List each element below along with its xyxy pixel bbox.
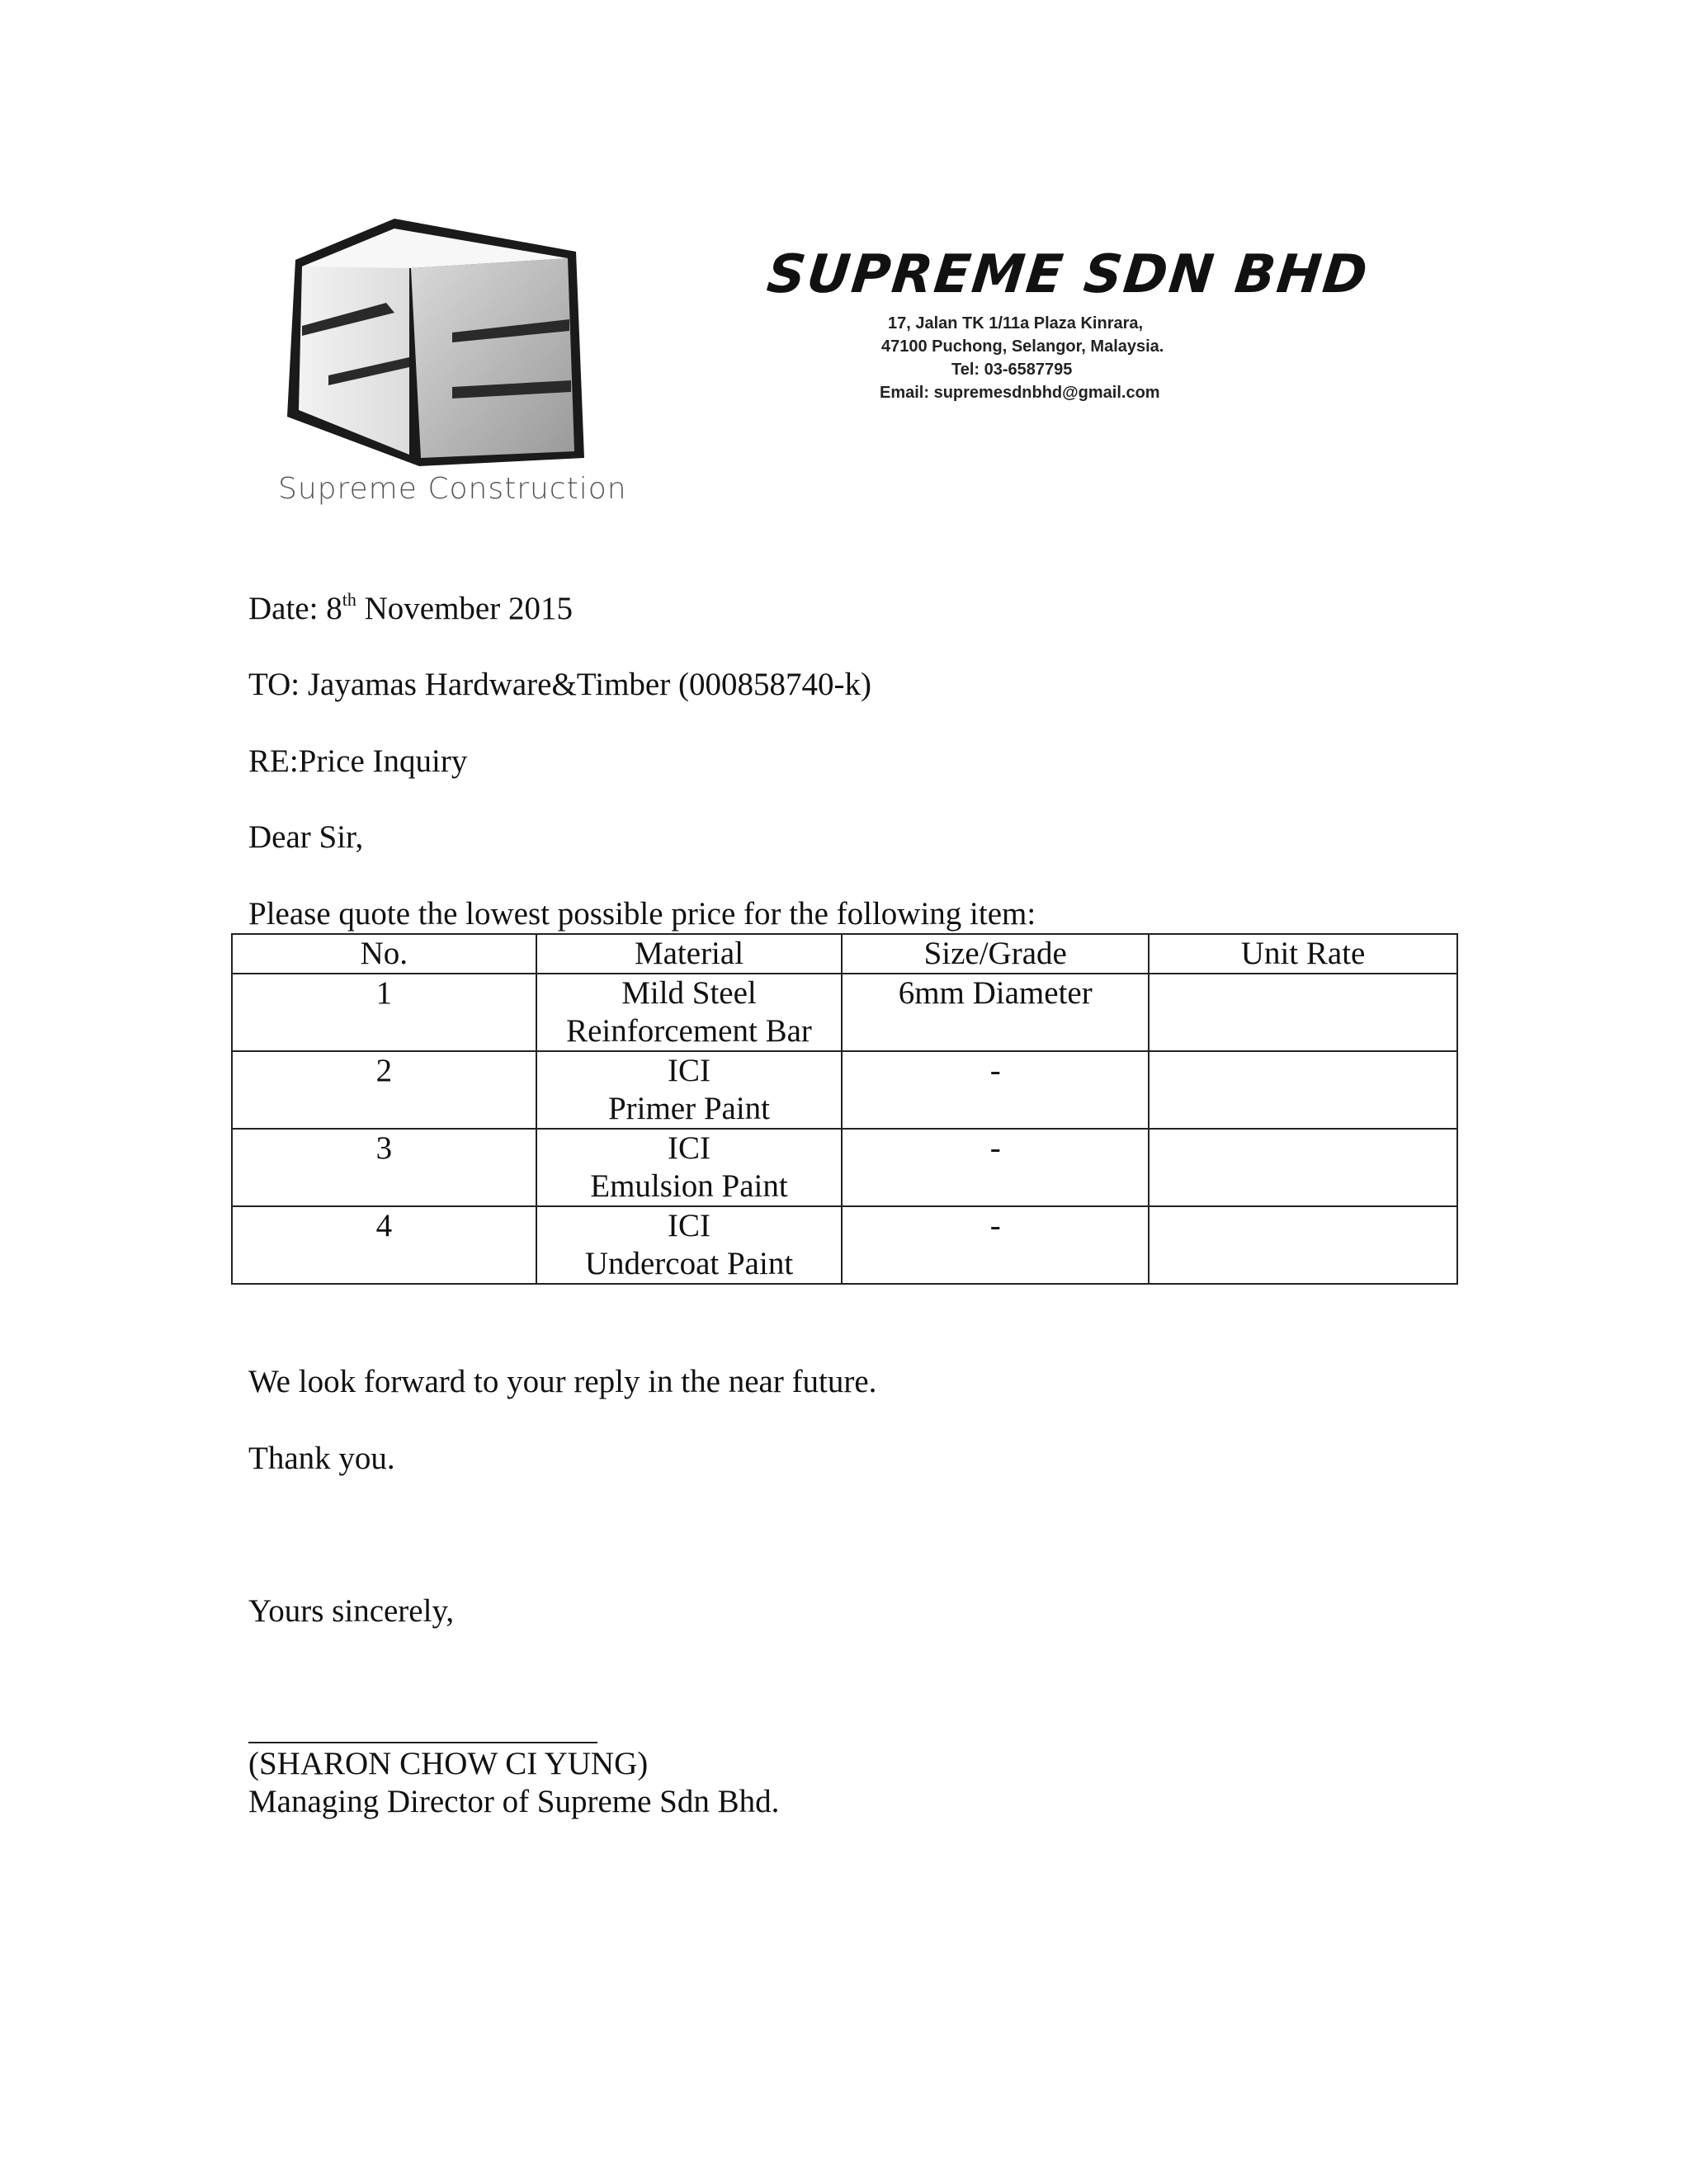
material-line-1: ICI bbox=[667, 1208, 710, 1243]
address-line-1: 17, Jalan TK 1/11a Plaza Kinrara, bbox=[888, 314, 1144, 333]
header-no: No. bbox=[232, 934, 536, 974]
material-line-1: Mild Steel bbox=[621, 975, 757, 1011]
cell-material bbox=[536, 974, 843, 1051]
cell-no: 4 bbox=[232, 1206, 536, 1284]
email: Email: supremesdnbhd@gmail.com bbox=[880, 384, 1160, 402]
date-rest: November 2015 bbox=[356, 591, 573, 626]
recipient-line: TO: Jayamas Hardware&Timber (000858740-k) bbox=[248, 667, 871, 702]
material-line-2: Emulsion Paint bbox=[590, 1168, 788, 1204]
header-size-grade: Size/Grade bbox=[842, 934, 1149, 974]
cell-size: - bbox=[842, 1206, 1149, 1284]
cell-no: 1 bbox=[232, 974, 536, 1051]
cell-material bbox=[536, 1206, 843, 1284]
material-line-2: Reinforcement Bar bbox=[566, 1013, 812, 1049]
cell-unit-rate bbox=[1149, 974, 1457, 1051]
material-line-2: Primer Paint bbox=[607, 1091, 771, 1126]
logo-caption: Supreme Construction bbox=[278, 472, 627, 506]
header-material: Material bbox=[536, 934, 843, 974]
intro-text: Please quote the lowest possible price for the following item: bbox=[248, 896, 1036, 932]
address-line-2: 47100 Puchong, Selangor, Malaysia. bbox=[881, 337, 1164, 356]
cell-unit-rate bbox=[1149, 1129, 1457, 1206]
salutation: Dear Sir, bbox=[248, 819, 364, 855]
date-line bbox=[248, 590, 573, 628]
table-row bbox=[232, 1129, 1457, 1206]
cell-material bbox=[536, 1129, 843, 1206]
cell-unit-rate bbox=[1149, 1206, 1457, 1284]
header-unit-rate: Unit Rate bbox=[1149, 934, 1457, 974]
sc-cube-logo-icon bbox=[262, 210, 609, 474]
table-header-row bbox=[232, 934, 1457, 974]
telephone: Tel: 03-6587795 bbox=[951, 361, 1073, 379]
cell-no: 3 bbox=[232, 1129, 536, 1206]
signature-line bbox=[248, 1742, 597, 1743]
material-line-2: Undercoat Paint bbox=[584, 1246, 794, 1281]
subject-line: RE:Price Inquiry bbox=[248, 743, 468, 779]
table-row bbox=[232, 1206, 1457, 1284]
date-ordinal: th bbox=[342, 589, 356, 610]
closing-line-1: We look forward to your reply in the near future. bbox=[248, 1364, 877, 1399]
closing-line-2: Thank you. bbox=[248, 1441, 395, 1476]
company-contact bbox=[767, 312, 1312, 404]
signatory-name: (SHARON CHOW CI YUNG) bbox=[248, 1746, 649, 1781]
cell-unit-rate bbox=[1149, 1051, 1457, 1129]
cell-no: 2 bbox=[232, 1051, 536, 1129]
table-row bbox=[232, 1051, 1457, 1129]
signatory-title: Managing Director of Supreme Sdn Bhd. bbox=[248, 1784, 780, 1819]
signoff: Yours sincerely, bbox=[248, 1593, 455, 1629]
company-name: SUPREME SDN BHD bbox=[764, 244, 1372, 305]
cell-size: 6mm Diameter bbox=[842, 974, 1149, 1051]
cell-size: - bbox=[842, 1051, 1149, 1129]
cell-size: - bbox=[842, 1129, 1149, 1206]
cell-material bbox=[536, 1051, 843, 1129]
material-line-1: ICI bbox=[667, 1130, 710, 1166]
letterhead bbox=[764, 244, 1372, 404]
date-prefix: Date: 8 bbox=[248, 591, 342, 626]
table-row bbox=[232, 974, 1457, 1051]
items-table bbox=[231, 933, 1458, 1285]
material-line-1: ICI bbox=[667, 1053, 710, 1088]
